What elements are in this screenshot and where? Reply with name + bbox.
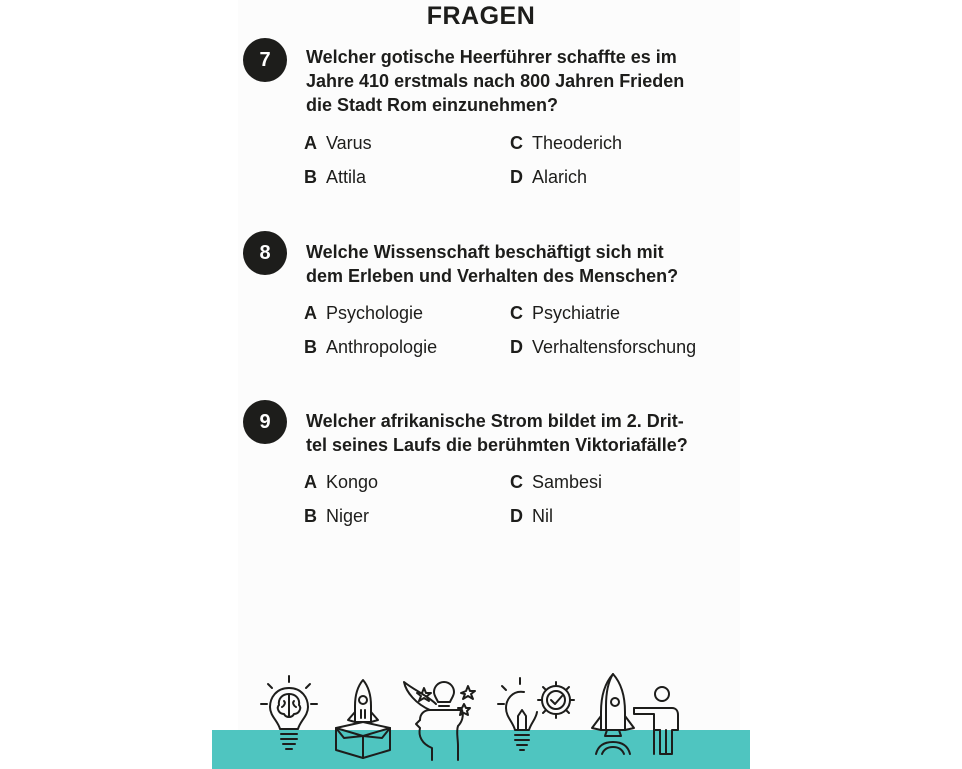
question-9-number: 9: [243, 400, 287, 444]
question-line: Welcher gotische Heerführer schaffte es im: [306, 47, 677, 67]
rocket-box-icon: [332, 678, 394, 760]
question-7-answer-a[interactable]: [304, 132, 372, 154]
answer-text: Verhaltensforschung: [532, 337, 697, 357]
answer-letter: B: [304, 337, 317, 357]
answer-text: Kongo: [326, 472, 379, 492]
question-line: dem Erleben und Verhalten des Menschen?: [306, 266, 679, 286]
question-8-answer-b[interactable]: [304, 336, 437, 358]
page-title: FRAGEN: [426, 2, 536, 30]
question-9-answer-a[interactable]: [304, 471, 378, 493]
question-line: tel seines Laufs die berühmten Viktoriafälle?: [306, 435, 688, 455]
question-line: Welche Wissenschaft beschäftigt sich mit: [306, 242, 664, 262]
answer-text: Attila: [326, 167, 367, 187]
answer-text: Sambesi: [532, 472, 603, 492]
answer-letter: C: [510, 472, 523, 492]
question-8-answer-d[interactable]: [510, 336, 696, 358]
question-7-answer-b[interactable]: [304, 166, 366, 188]
answer-text: Niger: [326, 506, 370, 526]
answer-letter: D: [510, 506, 523, 526]
answer-letter: D: [510, 337, 523, 357]
question-line: Jahre 410 erstmals nach 800 Jahren Frieden: [306, 71, 685, 91]
question-7-answer-d[interactable]: [510, 166, 587, 188]
answer-text: Psychiatrie: [532, 303, 621, 323]
presenter-person-icon: [632, 684, 680, 756]
question-9-answer-c[interactable]: [510, 471, 602, 493]
answer-text: Psychologie: [326, 303, 424, 323]
answer-letter: D: [510, 167, 523, 187]
answer-letter: C: [510, 133, 523, 153]
question-8-text: [306, 240, 726, 288]
answer-letter: C: [510, 303, 523, 323]
question-line: Welcher afrikanische Strom bildet im 2. Drit-: [306, 411, 684, 431]
lightbulb-brain-icon: [258, 674, 320, 756]
head-idea-icon: [402, 680, 484, 762]
question-7-number: 7: [243, 38, 287, 82]
question-8-answer-a[interactable]: [304, 302, 423, 324]
answer-letter: B: [304, 506, 317, 526]
answer-letter: A: [304, 303, 317, 323]
question-9-answer-b[interactable]: [304, 505, 369, 527]
answer-letter: A: [304, 472, 317, 492]
answer-text: Anthropologie: [326, 337, 438, 357]
question-9-text: [306, 409, 726, 457]
question-8-number: 8: [243, 231, 287, 275]
question-7-text: [306, 45, 726, 117]
answer-letter: B: [304, 167, 317, 187]
question-line: die Stadt Rom einzunehmen?: [306, 95, 559, 115]
answer-text: Alarich: [532, 167, 588, 187]
rocket-launch-icon: [588, 672, 638, 758]
question-8-answer-c[interactable]: [510, 302, 620, 324]
answer-text: Varus: [326, 133, 372, 153]
lightbulb-gear-icon: [496, 676, 580, 758]
question-7-answer-c[interactable]: [510, 132, 622, 154]
answer-letter: A: [304, 133, 317, 153]
question-9-answer-d[interactable]: [510, 505, 553, 527]
answer-text: Theoderich: [532, 133, 623, 153]
answer-text: Nil: [532, 506, 553, 526]
